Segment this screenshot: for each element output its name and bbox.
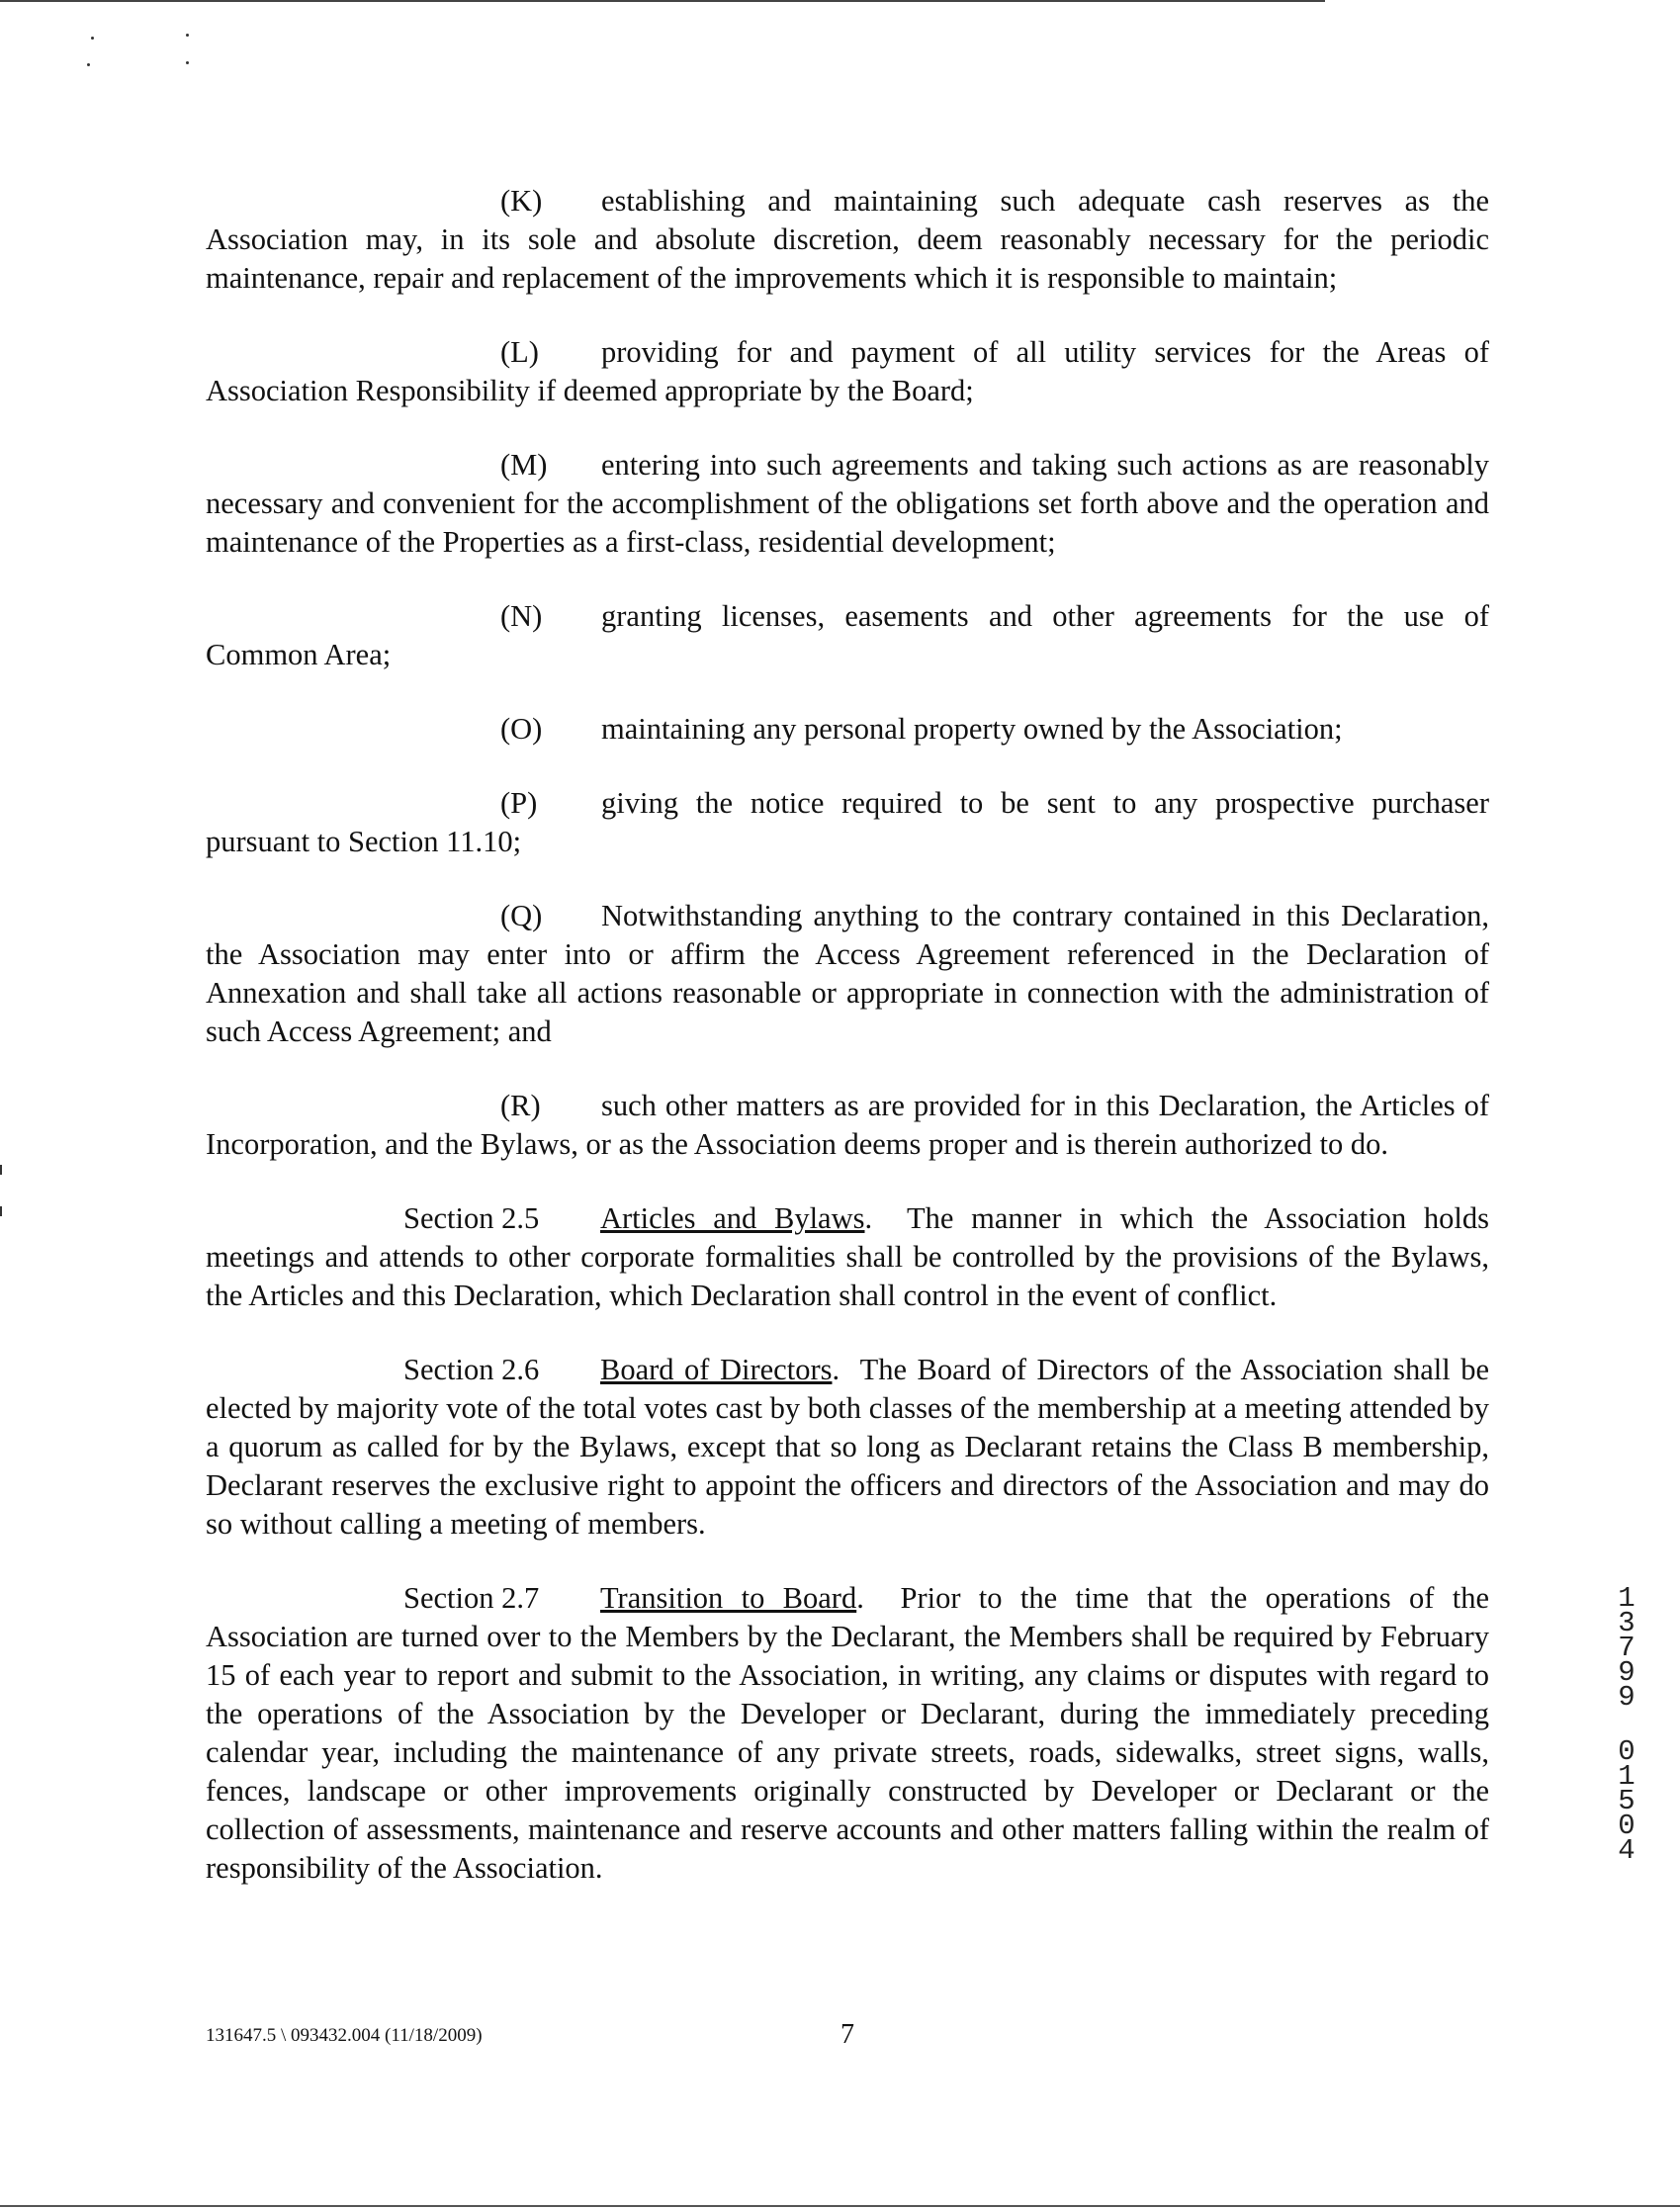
stamp-digit: 0 [1618, 1810, 1636, 1842]
item-text: entering into such agreements and taking such actions as are reasonably necessary and convenient for the accomplishment of the obligations set forth above and the operation and maintenance of the Properties as a first-class, residential development; [206, 448, 1489, 559]
section-2-5: Section 2.5 Articles and Bylaws. The manner in which the Association holds meetings and attends to other corporate formalities shall be controlled by the provisions of the Bylaws, the Articles and this Declaration, which Declaration shall control in the event of conflict. [206, 1201, 1490, 1312]
bottom-scan-edge [0, 2205, 1680, 2207]
list-item [206, 897, 1489, 1051]
stamp-digit: 1 [1618, 1760, 1636, 1793]
list-item [206, 597, 1489, 674]
item-text: providing for and payment of all utility services for the Areas of Association Responsibility if deemed appropriate by the Board; [206, 335, 1489, 407]
stamp-digit: 9 [1618, 1656, 1636, 1689]
item-label: (O) [500, 712, 543, 746]
stamp-digit: 0 [1618, 1735, 1636, 1768]
section-number: Section 2.6 [403, 1353, 540, 1386]
list-item [206, 1087, 1489, 1164]
item-text: such other matters as are provided for in this Declaration, the Articles of Incorporation, and the Bylaws, or as the Association deems proper and is therein authorized to do. [206, 1089, 1489, 1161]
list-item [206, 333, 1489, 410]
item-label: (M) [500, 448, 548, 482]
stamp-digit: 1 [1618, 1582, 1636, 1615]
section-2-6: Section 2.6 Board of Directors. The Board of Directors of the Association shall be elected by majority vote of the total votes cast by both classes of the membership at a meeting attended by a quorum as called for by the Bylaws, except that so long as Declarant retains the Class B membership, Declarant reserves the exclusive right to appoint the officers and directors of the Association and may do so without calling a meeting of members. [206, 1353, 1489, 1541]
item-text: establishing and maintaining such adequate cash reserves as the Association may, in its sole and absolute discretion, deem reasonably necessary for the periodic maintenance, repair and replacement of the improvements which it is responsible to maintain; [206, 184, 1489, 295]
page-number: 7 [840, 2019, 854, 2050]
item-text: maintaining any personal property owned by the Association; [601, 712, 1343, 746]
top-scan-edge [0, 0, 1325, 2]
scan-mark [0, 1165, 2, 1175]
item-label: (Q) [500, 899, 543, 932]
list-item [206, 784, 1489, 861]
list-item [206, 182, 1489, 298]
section-2-7: Section 2.7 Transition to Board. Prior to the time that the operations of the Association are turned over to the Members by the Declarant, the Members shall be required by February 15 of each year to report and submit to the Association, in writing, any claims or disputes with regard to the operations of the Association by the Developer or Declarant, during the immediately preceding calendar year, including the maintenance of any private streets, roads, sidewalks, street signs, walls, fences, landscape or other improvements originally constructed by Developer or Declarant or the collection of assessments, maintenance and reserve accounts and other matters falling within the realm of responsibility of the Association. [206, 1581, 1489, 1885]
recording-number-stamp [1612, 1582, 1641, 1867]
stamp-digit: 3 [1618, 1607, 1636, 1639]
scan-speck [186, 34, 189, 37]
item-label: (R) [500, 1089, 541, 1122]
stamp-digit: 9 [1618, 1681, 1636, 1714]
stamp-digit: 7 [1618, 1632, 1636, 1664]
item-label: (K) [500, 184, 543, 218]
section-heading: Transition to Board [600, 1581, 857, 1615]
scan-speck [87, 63, 90, 66]
list-item [206, 710, 1489, 749]
item-text: granting licenses, easements and other agreements for the use of Common Area; [206, 599, 1489, 671]
section-text: The manner in which the Association holds meetings and attends to other corporate formalities shall be controlled by the provisions of the Bylaws, the Articles and this Declaration, which Declaration shall control in the event of conflict. [206, 1201, 1490, 1312]
stamp-digit: 4 [1618, 1834, 1636, 1867]
section-number: Section 2.7 [403, 1581, 540, 1615]
scan-mark [0, 1206, 2, 1216]
list-item [206, 446, 1489, 562]
item-label: (L) [500, 335, 539, 369]
stamp-digit: 5 [1618, 1785, 1636, 1817]
item-text: giving the notice required to be sent to any prospective purchaser pursuant to Section 11.10; [206, 786, 1489, 858]
section-text: The Board of Directors of the Association shall be elected by majority vote of the total votes cast by both classes of the membership at a meeting attended by a quorum as called for by the Bylaws, except that so long as Declarant retains the Class B membership, Declarant reserves the exclusive right to appoint the officers and directors of the Association and may do so without calling a meeting of members. [206, 1353, 1489, 1541]
section-number: Section 2.5 [403, 1201, 540, 1235]
document-id: 131647.5 \ 093432.004 (11/18/2009) [206, 2025, 483, 2046]
item-label: (N) [500, 599, 543, 633]
scan-speck [91, 37, 94, 40]
item-label: (P) [500, 786, 538, 820]
section-text: Prior to the time that the operations of the Association are turned over to the Members by the Declarant, the Members shall be required by February 15 of each year to report and submit to the Association, in writing, any claims or disputes with regard to the operations of the Association by the Developer or Declarant, during the immediately preceding calendar year, including the maintenance of any private streets, roads, sidewalks, street signs, walls, fences, landscape or other improvements originally constructed by Developer or Declarant or the collection of assessments, maintenance and reserve accounts and other matters falling within the realm of responsibility of the Association. [206, 1581, 1489, 1885]
section-heading: Board of Directors [600, 1353, 833, 1386]
document-body [206, 182, 1489, 1923]
item-text: Notwithstanding anything to the contrary contained in this Declaration, the Association may enter into or affirm the Access Agreement referenced in the Declaration of Annexation and shall take all actions reasonable or appropriate in connection with the administration of such Access Agreement; and [206, 899, 1489, 1048]
scan-speck [186, 61, 189, 64]
section-heading: Articles and Bylaws [600, 1201, 865, 1235]
